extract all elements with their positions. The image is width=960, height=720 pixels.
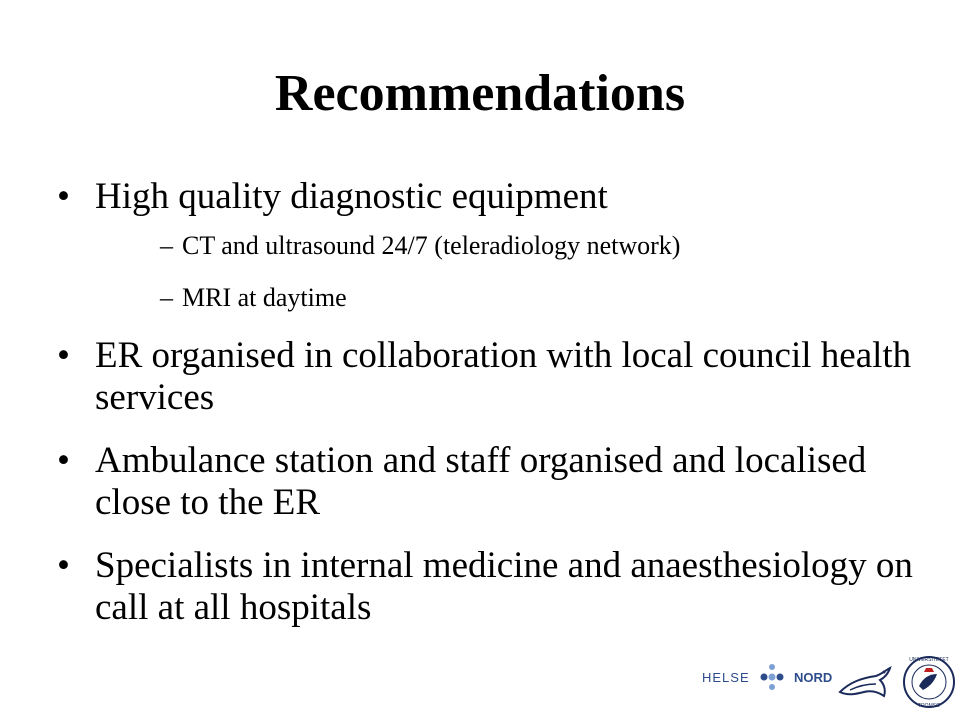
seabird-icon xyxy=(836,662,896,704)
bullet-item xyxy=(52,545,932,629)
svg-text:UNIVERSITETET: UNIVERSITETET xyxy=(909,657,949,663)
bullet-item xyxy=(52,335,932,419)
bullet-item xyxy=(52,440,932,524)
bullet-text: High quality diagnostic equipment xyxy=(95,176,608,217)
sub-bullet-dash: – xyxy=(160,283,173,312)
helse-nord-logo-text-left: HELSE xyxy=(702,670,750,685)
sub-bullet-item xyxy=(95,283,932,313)
bullet-list xyxy=(52,176,932,650)
sub-bullet-text: MRI at daytime xyxy=(182,283,347,312)
slide-title: Recommendations xyxy=(274,65,686,122)
bullet-dot: • xyxy=(57,440,70,481)
footer-logos xyxy=(696,648,960,720)
bullet-item xyxy=(52,176,932,313)
helse-nord-dots-icon xyxy=(752,662,792,692)
bullet-dot: • xyxy=(57,176,70,217)
sub-bullet-item xyxy=(95,231,932,261)
bullet-dot: • xyxy=(57,335,70,376)
svg-text:TROMSØ: TROMSØ xyxy=(918,703,940,709)
bullet-text: Specialists in internal medicine and anaesthesiology on call at all hospitals xyxy=(95,545,913,628)
university-seal-icon xyxy=(902,652,956,712)
sub-bullet-dash: – xyxy=(160,231,173,260)
sub-bullet-text: CT and ultrasound 24/7 (teleradiology network) xyxy=(182,231,681,260)
bullet-dot: • xyxy=(57,545,70,586)
helse-nord-logo-text-right: NORD xyxy=(794,670,833,685)
bullet-text: ER organised in collaboration with local council health services xyxy=(95,335,912,418)
bullet-text: Ambulance station and staff organised and localised close to the ER xyxy=(95,440,867,523)
